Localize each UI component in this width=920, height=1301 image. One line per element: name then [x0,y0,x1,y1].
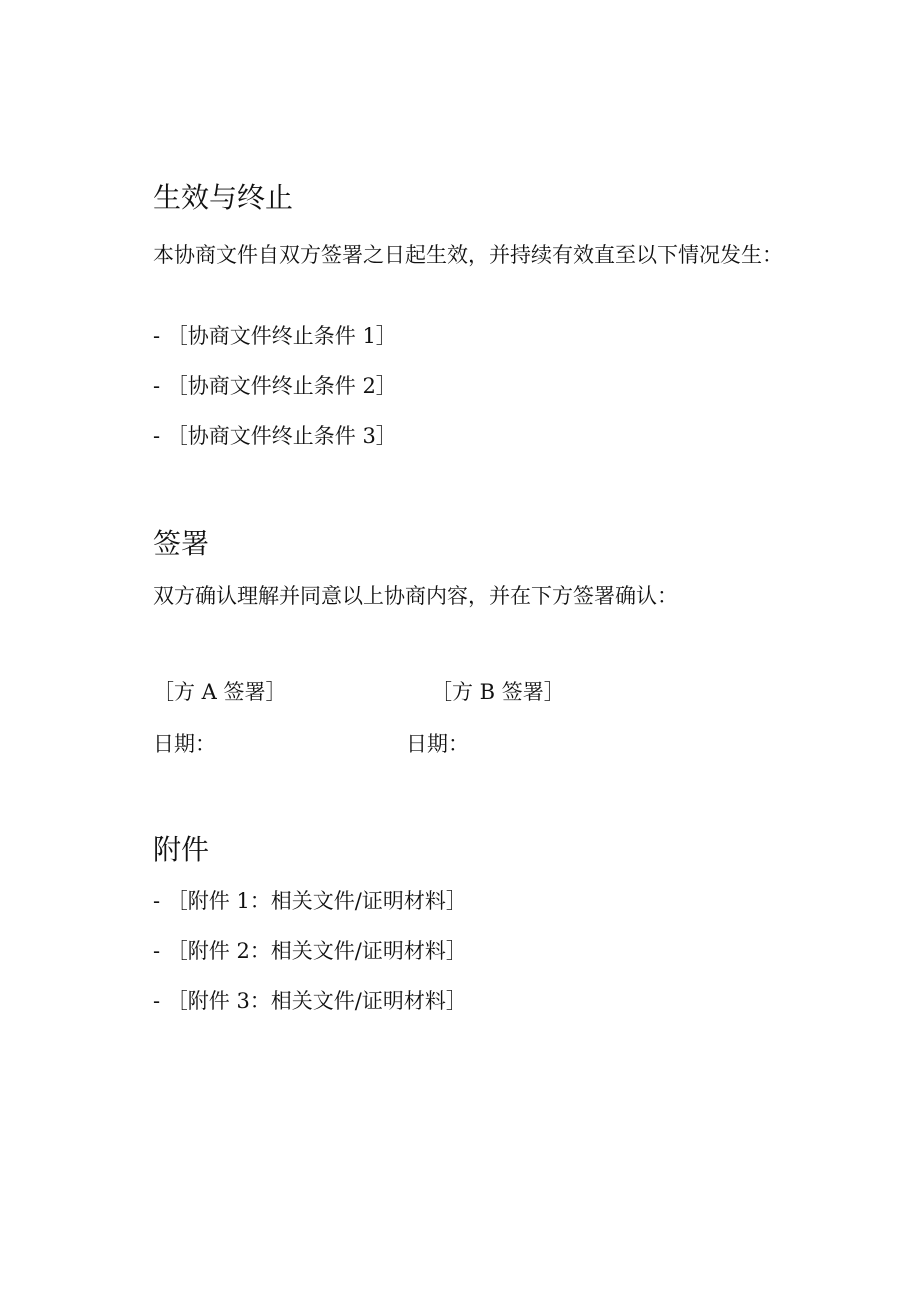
attachment-item-2: - ［附件 2：相关文件/证明材料］ [153,939,467,963]
attachment-item-1: - ［附件 1：相关文件/证明材料］ [153,889,467,913]
attachment-item-3: - ［附件 3：相关文件/证明材料］ [153,989,467,1013]
termination-condition-3: - ［协商文件终止条件 3］ [153,424,397,448]
section-title-termination: 生效与终止 [153,181,294,214]
party-b-signature: ［方 B 签署］ [431,680,565,704]
signing-intro: 双方确认理解并同意以上协商内容，并在下方签署确认： [153,584,678,608]
termination-condition-1: - ［协商文件终止条件 1］ [153,324,397,348]
party-a-signature: ［方 A 签署］ [153,680,287,704]
party-a-date-label: 日期： [153,732,216,756]
party-b-date-label: 日期： [406,732,469,756]
section-title-signing: 签署 [153,527,210,560]
termination-intro: 本协商文件自双方签署之日起生效，并持续有效直至以下情况发生： [153,243,783,267]
termination-condition-2: - ［协商文件终止条件 2］ [153,374,397,398]
section-title-attachments: 附件 [153,833,210,866]
